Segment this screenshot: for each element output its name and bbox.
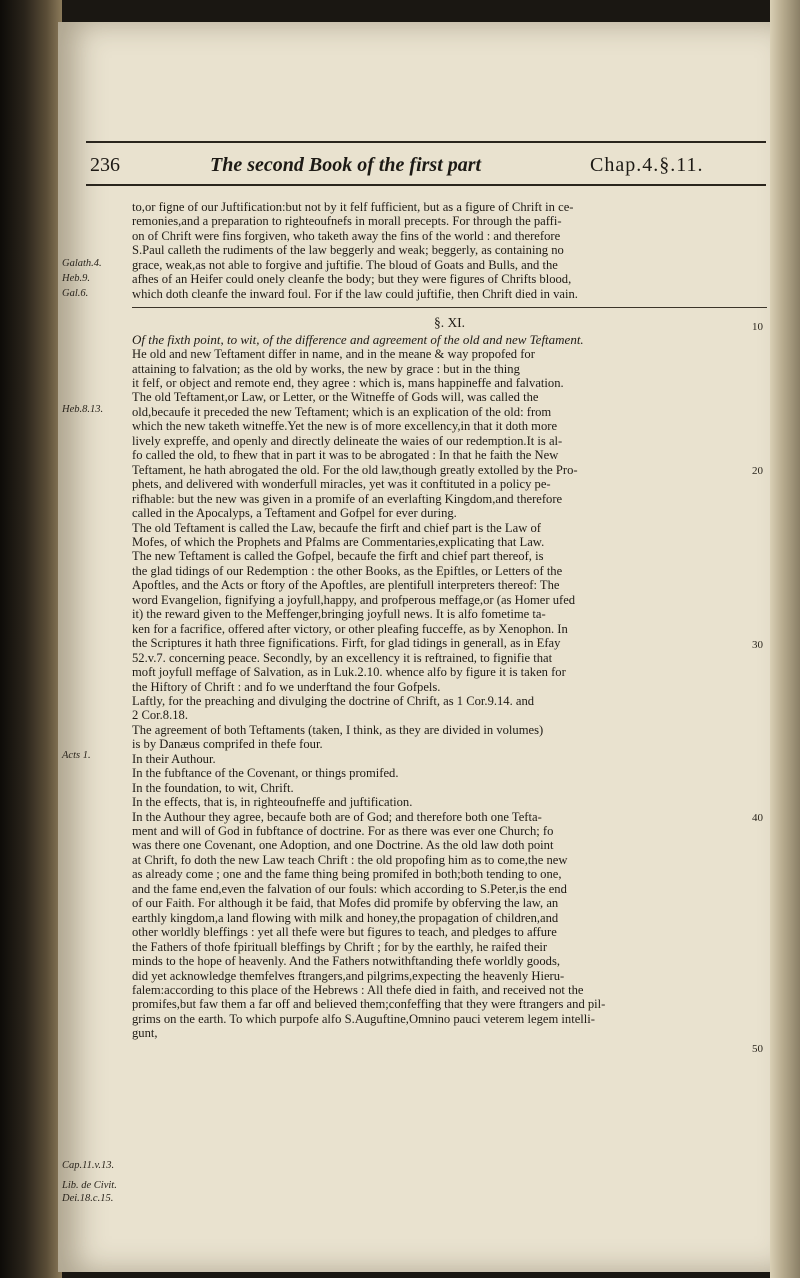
- text-line: phets, and delivered with wonderfull miracles, yet was it conftituted in a policy pe-: [132, 477, 551, 492]
- section-number: §. XI.: [433, 315, 466, 331]
- text-line: moft joyfull meffage of Salvation, as in Luk.2.10. whence alfo by figure it is taken for: [132, 665, 566, 680]
- section-subtitle: Of the fixth point, to wit, of the difference and agreement of the old and new Teftament.: [132, 332, 584, 347]
- text-line: remonies,and a preparation to righteoufnefs in morall precepts. For through the paffi-: [132, 214, 562, 229]
- margin-note: Cap.11.v.13.: [62, 1160, 115, 1171]
- book-edge-right: [770, 0, 800, 1278]
- text-line: In the effects, that is, in righteoufneffe and juftification.: [132, 795, 413, 810]
- text-line: lively expreffe, and openly and directly delineate the waies of our redemption.It is al-: [132, 433, 563, 448]
- line-number: 30: [752, 639, 763, 651]
- text-line: of our Faith. For although it be faid, that Mofes did promife by obferving the law, an: [132, 896, 559, 911]
- text-line: to,or figne of our Juftification:but not by it felf fufficient, but as a figure of Chrift in ce-: [132, 200, 574, 214]
- header-rule: [86, 184, 766, 186]
- text-line: gunt,: [132, 1026, 158, 1041]
- text-line: on of Chrift were fins forgiven, who taketh away the fins of the world : and therefore: [132, 228, 561, 243]
- text-line: rifhable: but the new was given in a promife of an everlafting Kingdom,and therefore: [132, 491, 563, 506]
- text-line: Mofes, of which the Prophets and Pfalms are Commentaries,explicating that Law.: [132, 534, 545, 549]
- text-line: the Fathers of thofe fpirituall bleffings by Chrift ; for by the earthly, he raifed their: [132, 939, 548, 954]
- margin-note: Acts 1.: [62, 750, 91, 761]
- text-line: Teftament, he hath abrogated the old. For the old law,though greatly extolled by the Pro-: [132, 462, 578, 477]
- margin-note: Dei.18.c.15.: [62, 1193, 114, 1204]
- chapter-reference: Chap.4.§.11.: [590, 154, 704, 176]
- text-line: was there one Covenant, one Adoption, and one Doctrine. As the old law doth point: [132, 838, 554, 853]
- running-title: The second Book of the first part: [210, 154, 482, 176]
- text-line: Apoftles, and the Acts or ftory of the Apoftles, are plentifull interpreters thereof: The: [132, 578, 560, 593]
- text-line: The old Teftament is called the Law, becaufe the firft and chief part is the Law of: [132, 520, 541, 535]
- line-number: 10: [752, 321, 763, 333]
- margin-note: Heb.9.: [62, 273, 90, 284]
- text-line: it) the reward given to the Meffenger,bringing joyfull news. It is alfo fometime ta-: [132, 607, 546, 622]
- text-line: minds to the hope of heavenly. And the Fathers notwithftanding thefe worldly goods,: [132, 954, 560, 969]
- line-number: 50: [752, 1043, 763, 1055]
- text-line: In the foundation, to wit, Chrift.: [132, 780, 294, 795]
- text-line: grims on the earth. To which purpofe alfo S.Auguftine,Omnino pauci veterem legem intelli-: [132, 1011, 595, 1026]
- text-line: is by Danæus comprifed in thefe four.: [132, 737, 323, 752]
- text-line: as already come ; one and the fame thing being promifed in both;both tending to one,: [132, 867, 562, 882]
- text-line: grace, weak,as not able to forgive and juftifie. The bloud of Goats and Bulls, and the: [132, 257, 558, 272]
- section-separator: [132, 307, 767, 308]
- text-line: 52.v.7. concerning peace. Secondly, by an excellency it is reftrained, to fignifie that: [132, 650, 553, 665]
- text-line: ken for a facrifice, offered after victory, or other pleafing fucceffe, as by Xenophon. In: [132, 621, 568, 636]
- text-line: attaining to falvation; as the old by works, the new by grace : but in the thing: [132, 361, 520, 376]
- text-line: promifes,but faw them a far off and believed them;confeffing that they were ftrangers and pil-: [132, 997, 606, 1012]
- text-line: old,becaufe it preceded the new Teftament; which is an explication of the old: from: [132, 404, 552, 419]
- book-binding-left: [0, 0, 62, 1278]
- text-line: which the new taketh witneffe.Yet the new is of more excellency,in that it doth more: [132, 419, 558, 434]
- text-line: the Scriptures it hath three fignifications. Firft, for glad tidings in generall, as in Efay: [132, 636, 561, 651]
- text-line: In the fubftance of the Covenant, or things promifed.: [132, 766, 399, 781]
- text-line: 2 Cor.8.18.: [132, 708, 188, 723]
- margin-note: Heb.8.13.: [62, 404, 104, 415]
- text-line: falem:according to this place of the Hebrews : All thefe died in faith, and received not the: [132, 983, 584, 998]
- section-body: [132, 347, 767, 1041]
- margin-note: Lib. de Civit.: [62, 1180, 117, 1191]
- text-line: The agreement of both Teftaments (taken, I think, as they are divided in volumes): [132, 722, 544, 737]
- margin-note: Gal.6.: [62, 288, 89, 299]
- margin-note: Galath.4.: [62, 258, 102, 269]
- text-line: fo called the old, to fhew that in part it was to be abrogated : In that he faith the New: [132, 448, 559, 463]
- text-line: The old Teftament,or Law, or Letter, or the Witneffe of Gods will, was called the: [132, 390, 539, 405]
- text-line: and the fame end,even the falvation of our fouls: which according to S.Peter,is the end: [132, 881, 567, 896]
- text-line: the Hiftory of Chrift : and fo we underftand the four Gofpels.: [132, 679, 441, 694]
- text-line: the glad tidings of our Redemption : the other Books, as the Epiftles, or Letters of the: [132, 563, 563, 578]
- text-line: it felf, or object and remote end, they agree : which is, mans happineffe and falvation.: [132, 375, 564, 390]
- line-number: 40: [752, 812, 763, 824]
- text-line: earthly kingdom,a land flowing with milk and honey,the propagation of children,and: [132, 910, 559, 925]
- text-line: word Evangelion, fignifying a joyfull,happy, and profperous meffage,or (as Homer ufed: [132, 592, 576, 607]
- text-line: ment and will of God in fubftance of doctrine. For as there was ever one Church; fo: [132, 824, 554, 839]
- page-number: 236: [90, 154, 120, 176]
- text-line: S.Paul calleth the rudiments of the law beggerly and weak; beggerly, as containing no: [132, 243, 564, 258]
- text-line: In their Authour.: [132, 751, 216, 766]
- text-line: did yet acknowledge themfelves ftrangers,and pilgrims,expecting the heavenly Hieru-: [132, 968, 565, 983]
- text-line: He old and new Teftament differ in name, and in the meane & way propofed for: [132, 347, 535, 362]
- text-line: which doth cleanfe the inward foul. For if the law could juftifie, then Chrift died in vain.: [132, 286, 578, 301]
- opening-paragraph: [132, 200, 767, 301]
- text-line: The new Teftament is called the Gofpel, becaufe the firft and chief part thereof, is: [132, 549, 544, 564]
- page-header: [90, 150, 770, 184]
- text-line: other worldly bleffings : yet all thefe were but figures to teach, and pledges to affure: [132, 925, 557, 940]
- text-line: In the Authour they agree, becaufe both are of God; and therefore both one Tefta-: [132, 809, 542, 824]
- text-line: afhes of an Heifer could onely cleanfe the body; but they were figures of Chrifts blood,: [132, 272, 572, 287]
- top-rule: [86, 141, 766, 143]
- page-text: [132, 200, 767, 1041]
- text-line: called in the Apocalyps, a Teftament and Gofpel for ever during.: [132, 506, 457, 521]
- text-line: Laftly, for the preaching and divulging the doctrine of Chrift, as 1 Cor.9.14. and: [132, 693, 535, 708]
- line-number: 20: [752, 465, 763, 477]
- text-line: at Chrift, fo doth the new Law teach Chrift : the old propofing him as to come,the new: [132, 852, 568, 867]
